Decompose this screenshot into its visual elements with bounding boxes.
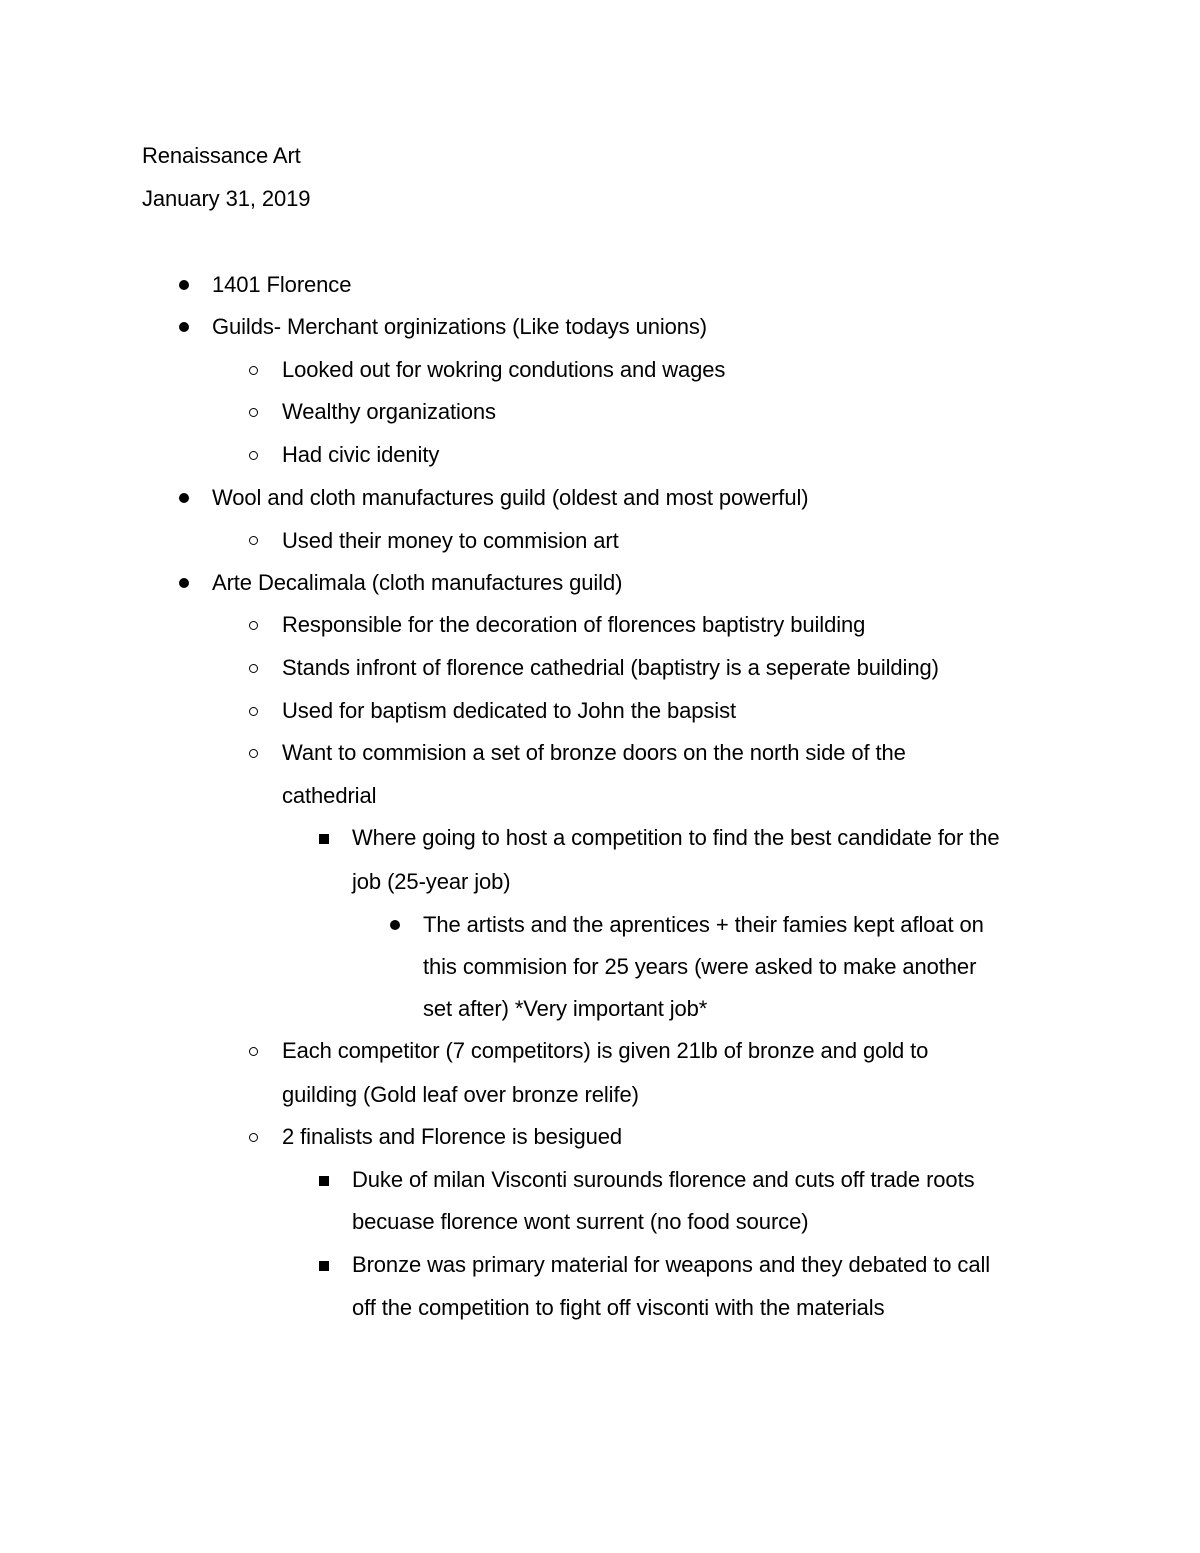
bullet-circle-icon: [249, 1047, 258, 1056]
list-item-continuation: off the competition to fight off visconti with the materials: [352, 1295, 885, 1320]
list-item-continuation: guilding (Gold leaf over bronze relife): [282, 1082, 639, 1107]
list-item: Wool and cloth manufactures guild (oldest and most powerful): [212, 485, 809, 510]
bullet-square-icon: [319, 1261, 329, 1271]
list-item: Used their money to commision art: [282, 528, 619, 553]
bullet-circle-icon: [249, 408, 258, 417]
bullet-square-icon: [319, 1176, 329, 1186]
list-item: Where going to host a competition to find the best candidate for the: [352, 825, 1000, 850]
list-item: Guilds- Merchant orginizations (Like todays unions): [212, 314, 708, 339]
bullet-square-icon: [319, 834, 329, 844]
bullet-circle-icon: [249, 621, 258, 630]
bullet-circle-icon: [249, 749, 258, 758]
list-item: Duke of milan Visconti surounds florence and cuts off trade roots: [352, 1167, 975, 1192]
list-item: The artists and the aprentices + their famies kept afloat on: [423, 912, 984, 937]
list-item: Had civic idenity: [282, 442, 440, 467]
list-item: Wealthy organizations: [282, 399, 496, 424]
bullet-circle-icon: [249, 664, 258, 673]
bullet-circle-icon: [249, 536, 258, 545]
list-item-continuation: cathedrial: [282, 783, 377, 808]
bullet-disc-icon: [390, 920, 400, 930]
bullet-circle-icon: [249, 451, 258, 460]
list-item: Bronze was primary material for weapons and they debated to call: [352, 1252, 991, 1277]
list-item: Responsible for the decoration of florences baptistry building: [282, 612, 866, 637]
list-item-continuation: this commision for 25 years (were asked to make another: [423, 954, 977, 979]
list-item: Used for baptism dedicated to John the bapsist: [282, 698, 737, 723]
list-item-continuation: becuase florence wont surrent (no food source): [352, 1209, 809, 1234]
bullet-circle-icon: [249, 1133, 258, 1142]
list-item-continuation: job (25-year job): [352, 869, 511, 894]
bullet-disc-icon: [179, 578, 189, 588]
list-item: 2 finalists and Florence is besigued: [282, 1124, 623, 1149]
list-item: Arte Decalimala (cloth manufactures guild): [212, 570, 623, 595]
list-item: Each competitor (7 competitors) is given 21lb of bronze and gold to: [282, 1038, 929, 1063]
document-title: Renaissance Art: [142, 143, 301, 168]
list-item: Looked out for wokring condutions and wages: [282, 357, 726, 382]
bullet-circle-icon: [249, 366, 258, 375]
list-item-continuation: set after) *Very important job*: [423, 996, 708, 1021]
list-item: Stands infront of florence cathedrial (baptistry is a seperate building): [282, 655, 939, 680]
bullet-disc-icon: [179, 322, 189, 332]
list-item: Want to commision a set of bronze doors on the north side of the: [282, 740, 906, 765]
bullet-disc-icon: [179, 280, 189, 290]
document-date: January 31, 2019: [142, 186, 311, 211]
bullet-circle-icon: [249, 707, 258, 716]
list-item: 1401 Florence: [212, 272, 352, 297]
bullet-disc-icon: [179, 493, 189, 503]
